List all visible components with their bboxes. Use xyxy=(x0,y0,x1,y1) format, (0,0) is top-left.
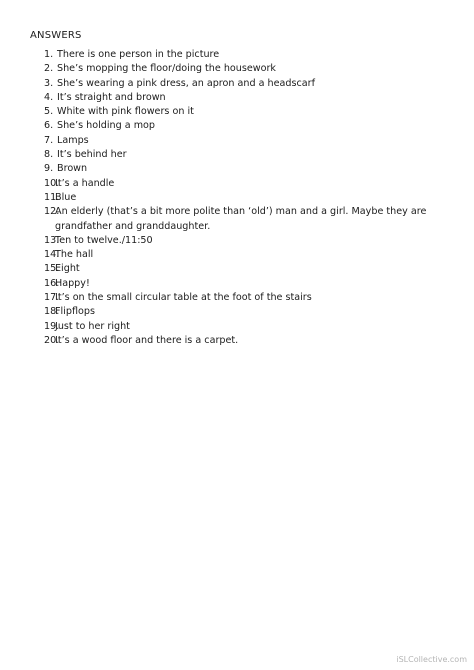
answer-text: She’s holding a mop xyxy=(57,120,155,132)
answer-item-7 xyxy=(44,134,448,148)
answer-item-12 xyxy=(44,205,448,234)
answer-item-14 xyxy=(44,248,448,262)
answer-text: She’s wearing a pink dress, an apron and a headscarf xyxy=(57,77,315,89)
answer-number: 7. xyxy=(44,134,54,146)
answer-number: 1. xyxy=(44,49,54,60)
answer-text: Eight xyxy=(55,263,80,275)
answer-text: There is one person in the picture xyxy=(57,49,220,60)
answer-number: 9. xyxy=(44,163,54,175)
answer-text: Blue xyxy=(55,191,77,203)
answer-text: Ten to twelve./11:50 xyxy=(55,234,153,246)
answer-item-10 xyxy=(44,177,448,191)
answer-text: It’s on the small circular table at the foot of the stairs xyxy=(55,292,312,304)
answer-item-19 xyxy=(44,320,448,334)
answer-number: 2. xyxy=(44,63,54,75)
answer-text: Brown xyxy=(57,163,88,175)
answer-number: 6. xyxy=(44,120,54,132)
answer-number: 5. xyxy=(44,106,54,118)
answer-text: Just to her right xyxy=(55,320,130,332)
answer-item-16 xyxy=(44,277,448,291)
answer-item-11 xyxy=(44,191,448,205)
answer-text: Lamps xyxy=(57,134,89,146)
answer-item-13 xyxy=(44,234,448,248)
answer-item-9 xyxy=(44,162,448,176)
answer-number: 17. xyxy=(44,292,60,304)
answer-number: 18. xyxy=(44,306,60,318)
answer-item-1 xyxy=(44,48,448,62)
answer-item-18 xyxy=(44,305,448,319)
page-title: ANSWERS xyxy=(30,30,82,41)
answer-text: It’s a wood floor and there is a carpet. xyxy=(55,334,239,346)
answer-number: 3. xyxy=(44,77,54,89)
answer-number: 4. xyxy=(44,91,54,103)
answer-item-17 xyxy=(44,291,448,305)
answer-number: 13. xyxy=(44,234,60,246)
answer-text: White with pink flowers on it xyxy=(57,106,194,118)
answer-number: 12. xyxy=(44,206,60,218)
answer-item-2 xyxy=(44,62,448,76)
answer-item-8 xyxy=(44,148,448,162)
answer-text: It’s straight and brown xyxy=(57,91,166,103)
answer-text: She’s mopping the floor/doing the housework xyxy=(57,63,276,75)
answer-number: 16. xyxy=(44,277,60,289)
answer-number: 20. xyxy=(44,334,60,346)
answer-text: It’s a handle xyxy=(55,177,115,189)
answer-text: The hall xyxy=(55,249,94,261)
answer-number: 10. xyxy=(44,177,60,189)
answer-number: 15. xyxy=(44,263,60,275)
answer-number: 11. xyxy=(44,191,60,203)
answer-text: Flipflops xyxy=(55,306,95,318)
answer-number: 14. xyxy=(44,249,60,261)
answer-item-20 xyxy=(44,334,448,348)
answer-text: It’s behind her xyxy=(57,149,127,161)
answer-list xyxy=(44,48,448,348)
watermark: iSLCollective.com xyxy=(396,655,467,664)
answer-item-6 xyxy=(44,119,448,133)
answer-number: 8. xyxy=(44,149,54,161)
answer-item-5 xyxy=(44,105,448,119)
answer-item-3 xyxy=(44,77,448,91)
answer-item-15 xyxy=(44,262,448,276)
answer-text: An elderly (that’s a bit more polite than ‘old’) man and a girl. Maybe they are grandfather and granddaughter. xyxy=(55,206,427,232)
answer-text: Happy! xyxy=(55,277,90,289)
answer-item-4 xyxy=(44,91,448,105)
answer-number: 19. xyxy=(44,320,60,332)
